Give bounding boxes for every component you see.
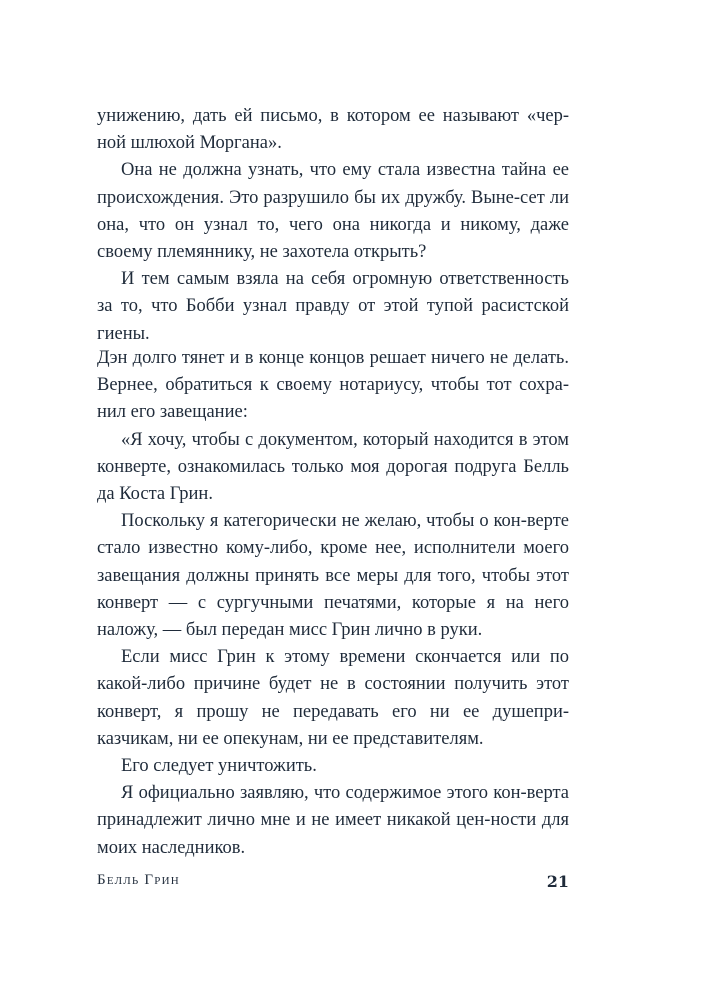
paragraph: Я официально заявляю, что содержимое этого кон-верта принадлежит лично мне и не имеет никакой цен-ности для моих наследников.	[97, 783, 569, 858]
page-number: 21	[546, 872, 569, 891]
text-section-bottom	[97, 345, 569, 862]
paragraph: Его следует уничтожить.	[121, 756, 317, 777]
paragraph: Она не должна узнать, что ему стала известна тайна ее происхождения. Это разрушило бы их дружбу. Выне-сет ли она, что он узнал то, чего она никогда и никому, даже своему племяннику, не захотела открыть?	[97, 160, 569, 263]
paragraph: Поскольку я категорически не желаю, чтобы о кон-верте стало известно кому-либо, кроме нее, исполнители моего завещания должны принять все меры для того, чтобы этот конверт — с сургучными печатями, которые я на него наложу, — был передан мисс Грин лично в руки.	[97, 511, 569, 641]
paragraph: И тем самым взяла на себя огромную ответственность за то, что Бобби узнал правду от этой тупой расистской гиены.	[97, 269, 569, 344]
paragraph: унижению, дать ей письмо, в котором ее называют «чер-ной шлюхой Моргана».	[97, 106, 569, 154]
text-section-top	[97, 103, 569, 348]
running-head: Белль Грин	[97, 872, 180, 888]
paragraph: Если мисс Грин к этому времени скончается или по какой-либо причине будет не в состоянии получить этот конверт, я прошу не передавать его ни ее душепри-казчикам, ни ее опекунам, ни ее представителям.	[97, 647, 569, 749]
paragraph: Дэн долго тянет и в конце концов решает ничего не делать. Вернее, обратиться к своему нотариусу, чтобы тот сохра-нил его завещание:	[97, 348, 569, 423]
paragraph: «Я хочу, чтобы с документом, который находится в этом конверте, ознакомилась только моя дорогая подруга Белль да Коста Грин.	[97, 429, 569, 505]
page-footer	[97, 872, 569, 894]
